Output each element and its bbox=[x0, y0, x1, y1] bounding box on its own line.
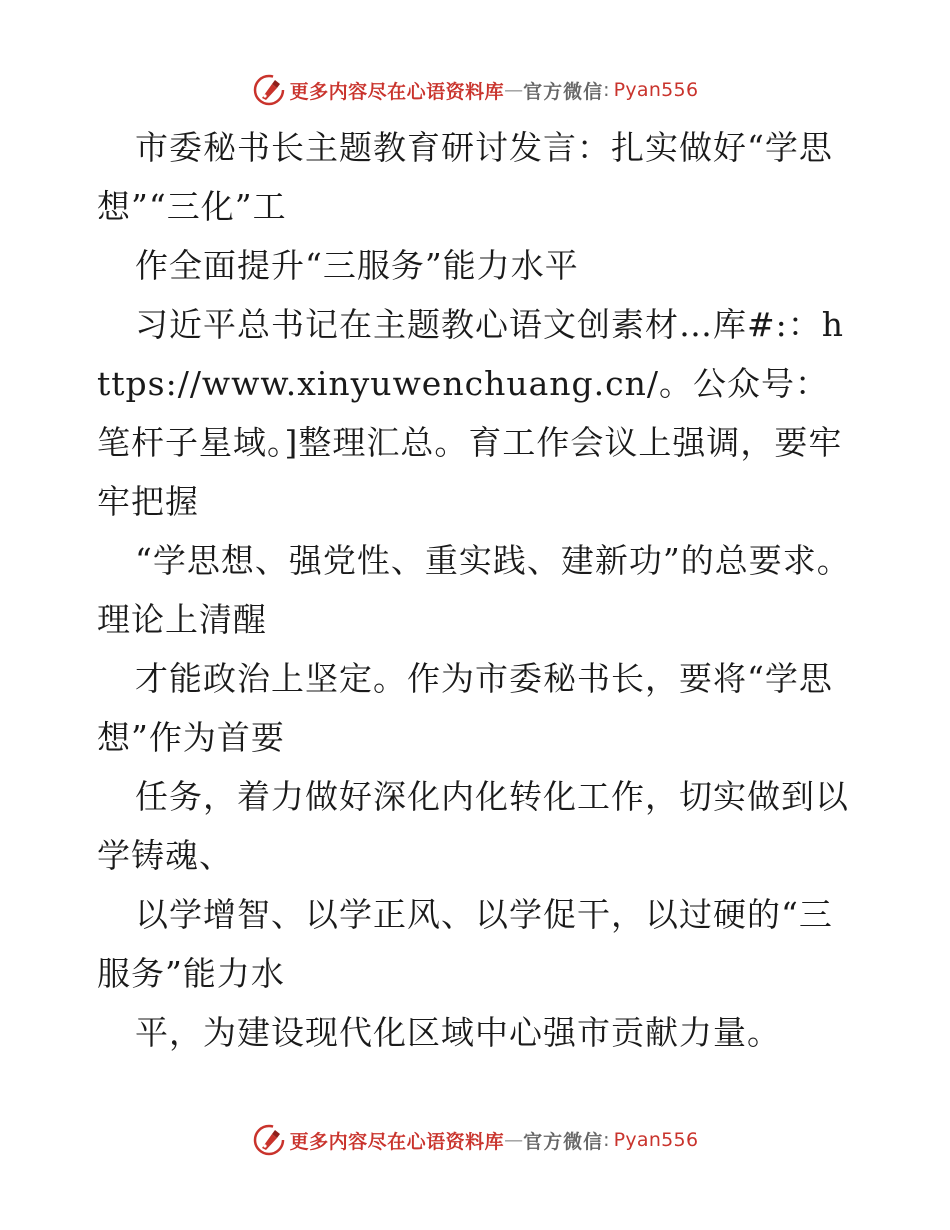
header-watermark-banner bbox=[0, 70, 950, 110]
banner-wechat-label: 官方微信 bbox=[523, 80, 604, 103]
banner-wechat-id: Pyan556 bbox=[613, 79, 699, 101]
banner-wechat-id: Pyan556 bbox=[613, 1129, 699, 1151]
banner-colon: : bbox=[603, 79, 610, 101]
paragraph-title-line-1: 市委秘书长主题教育研讨发言：扎实做好“学思想”“三化”工 bbox=[97, 128, 833, 226]
banner-colon: : bbox=[603, 1129, 610, 1151]
banner-dash: — bbox=[504, 79, 524, 101]
footer-watermark-banner bbox=[0, 1120, 950, 1160]
pen-nib-logo-icon bbox=[252, 73, 286, 107]
banner-wechat-label: 官方微信 bbox=[523, 1130, 604, 1153]
banner-title: 更多内容尽在心语资料库 bbox=[289, 80, 505, 103]
paragraph-tasks: 任务，着力做好深化内化转化工作，切实做到以学铸魂、 bbox=[97, 777, 849, 875]
paragraph-requirements: “学思想、强党性、重实践、建新功”的总要求。理论上清醒 bbox=[97, 541, 851, 639]
document-body bbox=[97, 118, 857, 1062]
paragraph-study: 以学增智、以学正风、以学促干，以过硬的“三服务”能力水 bbox=[97, 895, 833, 993]
pen-nib-logo-icon bbox=[252, 1123, 286, 1157]
paragraph-closing: 平，为建设现代化区域中心强市贡献力量。 bbox=[135, 1013, 781, 1052]
paragraph-political: 才能政治上坚定。作为市委秘书长，要将“学思想”作为首要 bbox=[97, 659, 833, 757]
banner-title: 更多内容尽在心语资料库 bbox=[289, 1130, 505, 1153]
banner-dash: — bbox=[504, 1129, 524, 1151]
paragraph-title-line-2: 作全面提升“三服务”能力水平 bbox=[135, 246, 579, 285]
paragraph-intro: 习近平总书记在主题教心语文创素材…库#:：https://www.xinyuwenchuang.cn/。公众号：笔杆子星域。]整理汇总。育工作会议上强调，要牢牢把握 bbox=[97, 305, 845, 521]
